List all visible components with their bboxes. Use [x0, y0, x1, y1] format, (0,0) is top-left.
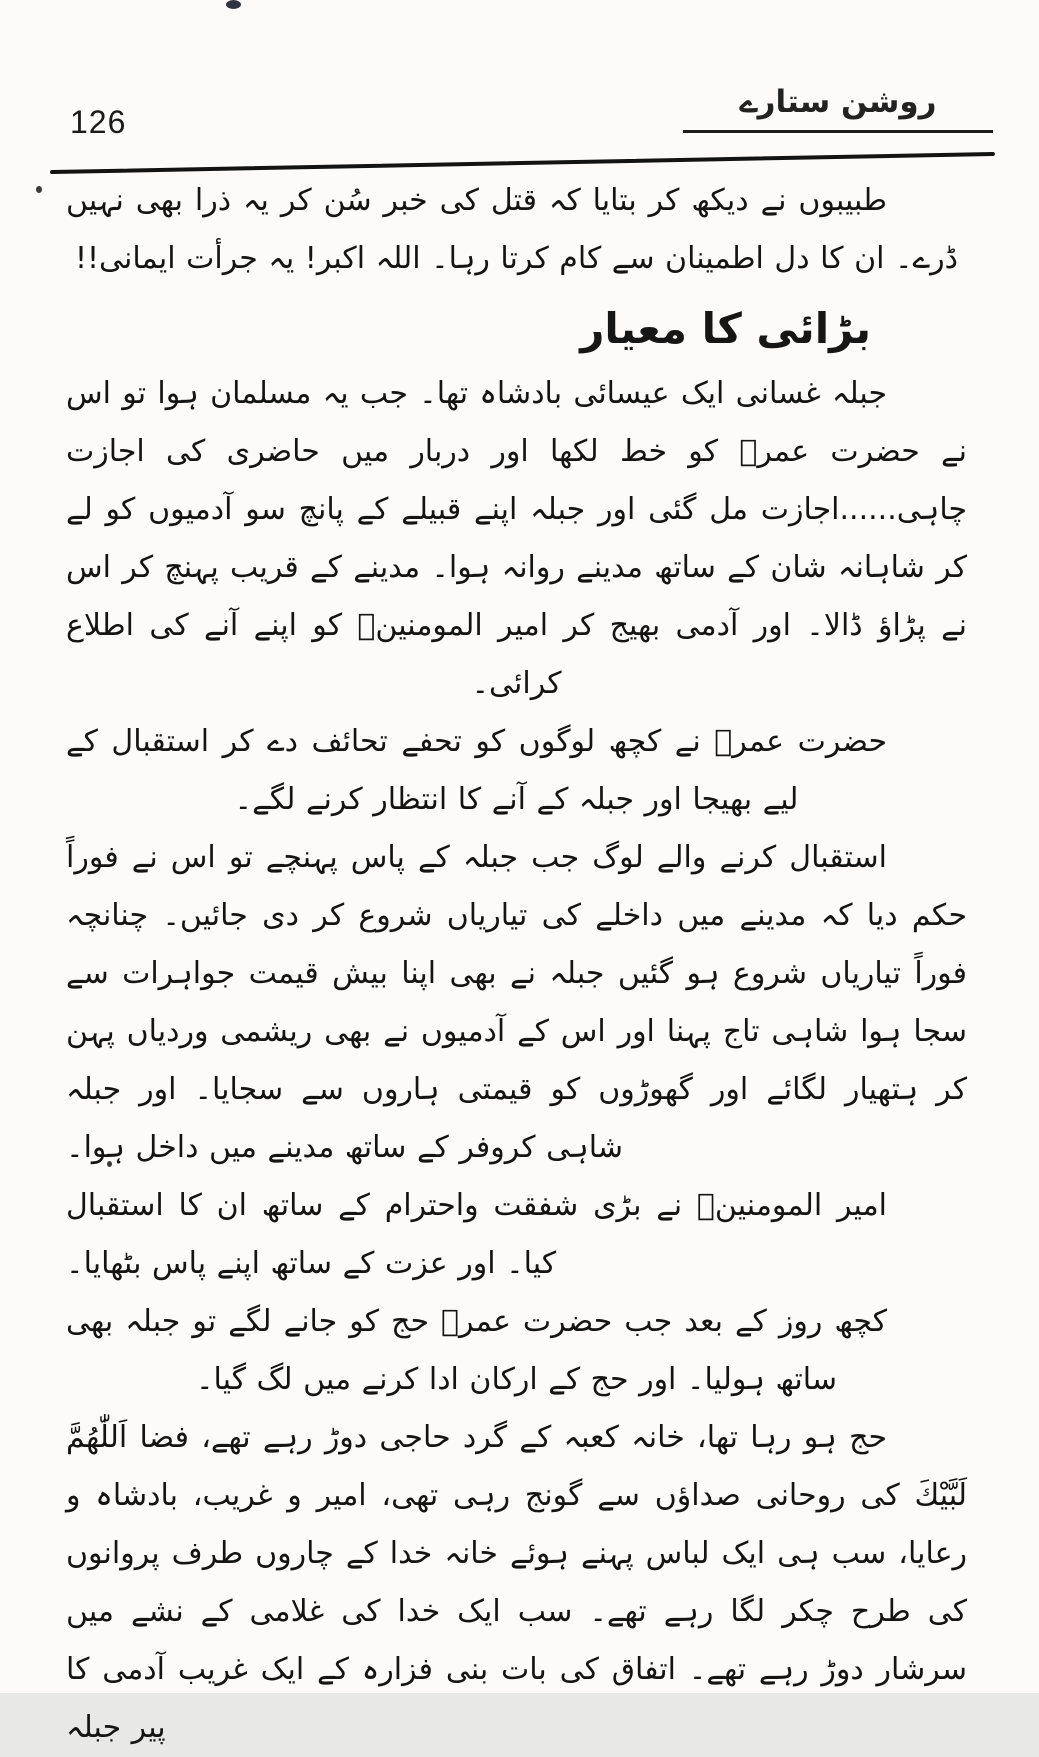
- scan-speck: [226, 0, 241, 9]
- paragraph: جبلہ غسانی ایک عیسائی بادشاہ تھا۔ جب یہ مسلمان ہوا تو اس نے حضرت عمرؓ کو خط لکھا اور دربار میں حاضری کی اجازت چاہی......اجازت مل گئی اور جبلہ اپنے قبیلے کے پانچ سو آدمیوں کو لے کر شاہانہ شان کے ساتھ مدینے روانہ ہوا۔ مدینے کے قریب پہنچ کر اس نے پڑاؤ ڈالا۔ اور آدمی بھیج کر امیر المومنینؓ کو اپنے آنے کی اطلاع کرائی۔: [66, 376, 967, 701]
- section-heading: بڑائی کا معیار: [580, 304, 871, 353]
- paragraph: حج ہو رہا تھا، خانہ کعبہ کے گرد حاجی دوڑ رہے تھے، فضا اَللّٰهُمَّ لَبَّيْكَ کی روحانی صداؤں سے گونج رہی تھی، امیر و غریب، بادشاہ و رعایا، سب ہی ایک لباس پہنے ہوئے خانہ خدا کے چاروں طرف پروانوں کی طرح چکر لگا رہے تھے۔ سب ایک خدا کی غلامی کے نشے میں سرشار دوڑ رہے تھے۔ اتفاق کی بات بنی فزارہ کے ایک غریب آدمی کا پیر جبلہ: [66, 1420, 967, 1745]
- paragraph: استقبال کرنے والے لوگ جب جبلہ کے پاس پہنچے تو اس نے فوراً حکم دیا کہ مدینے میں داخلے کی تیاریاں شروع کر دی جائیں۔ چنانچہ فوراً تیاریاں شروع ہو گئیں جبلہ نے بھی اپنا بیش قیمت جواہرات سے سجا ہوا شاہی تاج پہنا اور اس کے آدمیوں نے بھی ریشمی وردیاں پہن کر ہتھیار لگائے اور گھوڑوں کو قیمتی ہاروں سے سجایا۔ اور جبلہ شاہی کروفر کے ساتھ مدینے میں داخل ہوا۔: [66, 840, 967, 1165]
- scan-speck: [36, 186, 42, 193]
- paragraph: کچھ روز کے بعد جب حضرت عمرؓ حج کو جانے لگے تو جبلہ بھی ساتھ ہولیا۔ اور حج کے ارکان ادا کرنے میں لگ گیا۔: [66, 1304, 887, 1397]
- page-number: 126: [70, 104, 127, 140]
- header-rule: [50, 152, 995, 174]
- paragraph: طبیبوں نے دیکھ کر بتایا کہ قتل کی خبر سُن کر یہ ذرا بھی نہیں ڈرے۔ ان کا دل اطمینان سے کام کرتا رہا۔ اللہ اکبر! یہ جرأت ایمانی!!: [66, 183, 958, 276]
- running-header-title: روشن ستارے: [683, 84, 993, 133]
- paragraph: امیر المومنینؓ نے بڑی شفقت واحترام کے ساتھ ان کا استقبال کیا۔ اور عزت کے ساتھ اپنے پاس بٹھایا۔: [66, 1188, 887, 1281]
- paragraph: حضرت عمرؓ نے کچھ لوگوں کو تحفے تحائف دے کر استقبال کے لیے بھیجا اور جبلہ کے آنے کا انتظار کرنے لگے۔: [66, 724, 887, 817]
- page-body: [66, 172, 967, 1757]
